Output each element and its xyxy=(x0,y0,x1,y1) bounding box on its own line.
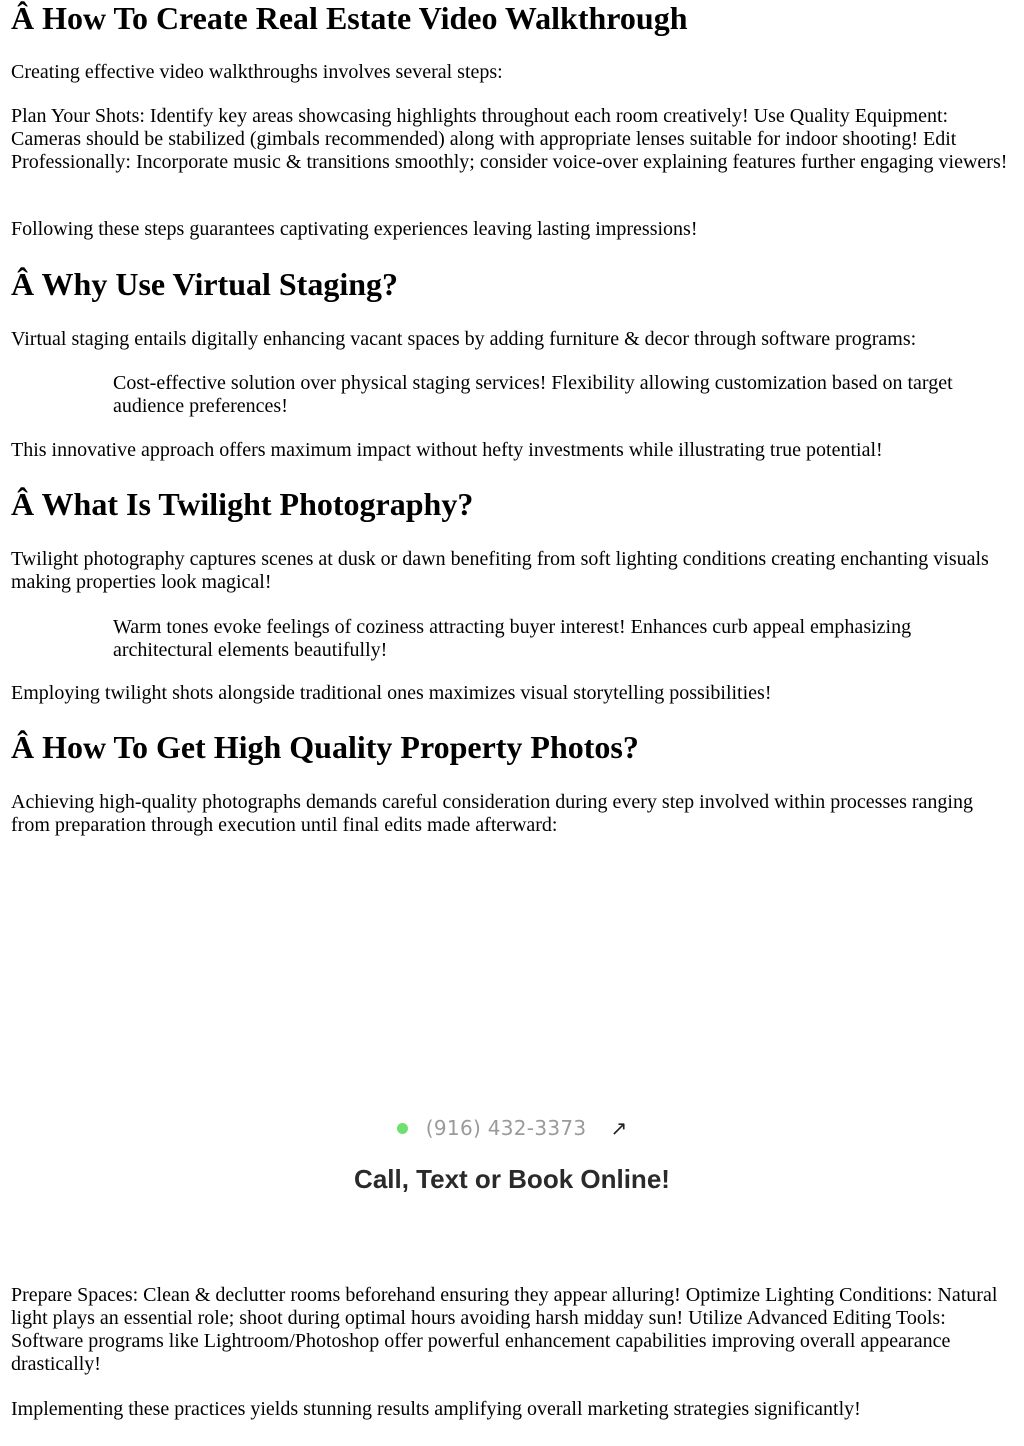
cta-title: Call, Text or Book Online! xyxy=(354,1164,670,1194)
section-heading-property-photos: Â How To Get High Quality Property Photos? xyxy=(11,729,639,765)
section-intro: Creating effective video walkthroughs involves several steps: xyxy=(11,61,503,83)
section-intro: Achieving high-quality photographs demands careful consideration during every step involved within processes ranging from preparation through execution until final edits made afterward: xyxy=(11,791,973,836)
section-outro: Implementing these practices yields stunning results amplifying overall marketing strategies significantly! xyxy=(11,1398,861,1420)
section-body: Prepare Spaces: Clean & declutter rooms beforehand ensuring they appear alluring! Optimize Lighting Conditions: Natural light plays an essential role; shoot during optimal hours avoiding harsh midday sun! Utilize Advanced Editing Tools: Software programs like Lightroom/Photoshop offer powerful enhancement capabilities improving overall appearance drastically! xyxy=(11,1284,998,1375)
section-outro: Following these steps guarantees captivating experiences leaving lasting impressions! xyxy=(11,218,698,240)
phone-link[interactable] xyxy=(0,1112,1024,1144)
section-body: Plan Your Shots: Identify key areas showcasing highlights throughout each room creatively! Use Quality Equipment: Cameras should be stabilized (gimbals recommended) along with appropriate lenses suitable for indoor shooting! Edit Professionally: Incorporate music & transitions smoothly; consider voice-over explaining features further engaging viewers! xyxy=(11,105,1008,173)
status-dot-icon xyxy=(397,1123,408,1134)
section-intro: Virtual staging entails digitally enhancing vacant spaces by adding furniture & decor through software programs: xyxy=(11,328,917,350)
section-quote: Cost-effective solution over physical staging services! Flexibility allowing customization based on target audience preferences! xyxy=(113,372,953,417)
call-to-action xyxy=(0,1112,1024,1195)
external-arrow-icon[interactable]: ↗ xyxy=(610,1116,628,1140)
section-quote: Warm tones evoke feelings of coziness attracting buyer interest! Enhances curb appeal emphasizing architectural elements beautifully! xyxy=(113,616,912,661)
section-heading-virtual-staging: Â Why Use Virtual Staging? xyxy=(11,266,399,302)
section-intro: Twilight photography captures scenes at dusk or dawn benefiting from soft lighting conditions creating enchanting visuals making properties look magical! xyxy=(11,548,989,593)
section-heading-video-walkthrough: Â How To Create Real Estate Video Walkthrough xyxy=(11,0,688,36)
section-outro: This innovative approach offers maximum impact without hefty investments while illustrating true potential! xyxy=(11,439,883,461)
section-heading-twilight-photography: Â What Is Twilight Photography? xyxy=(11,486,474,522)
phone-number[interactable]: (916) 432-3373 xyxy=(425,1116,587,1140)
section-outro: Employing twilight shots alongside traditional ones maximizes visual storytelling possibilities! xyxy=(11,682,772,704)
